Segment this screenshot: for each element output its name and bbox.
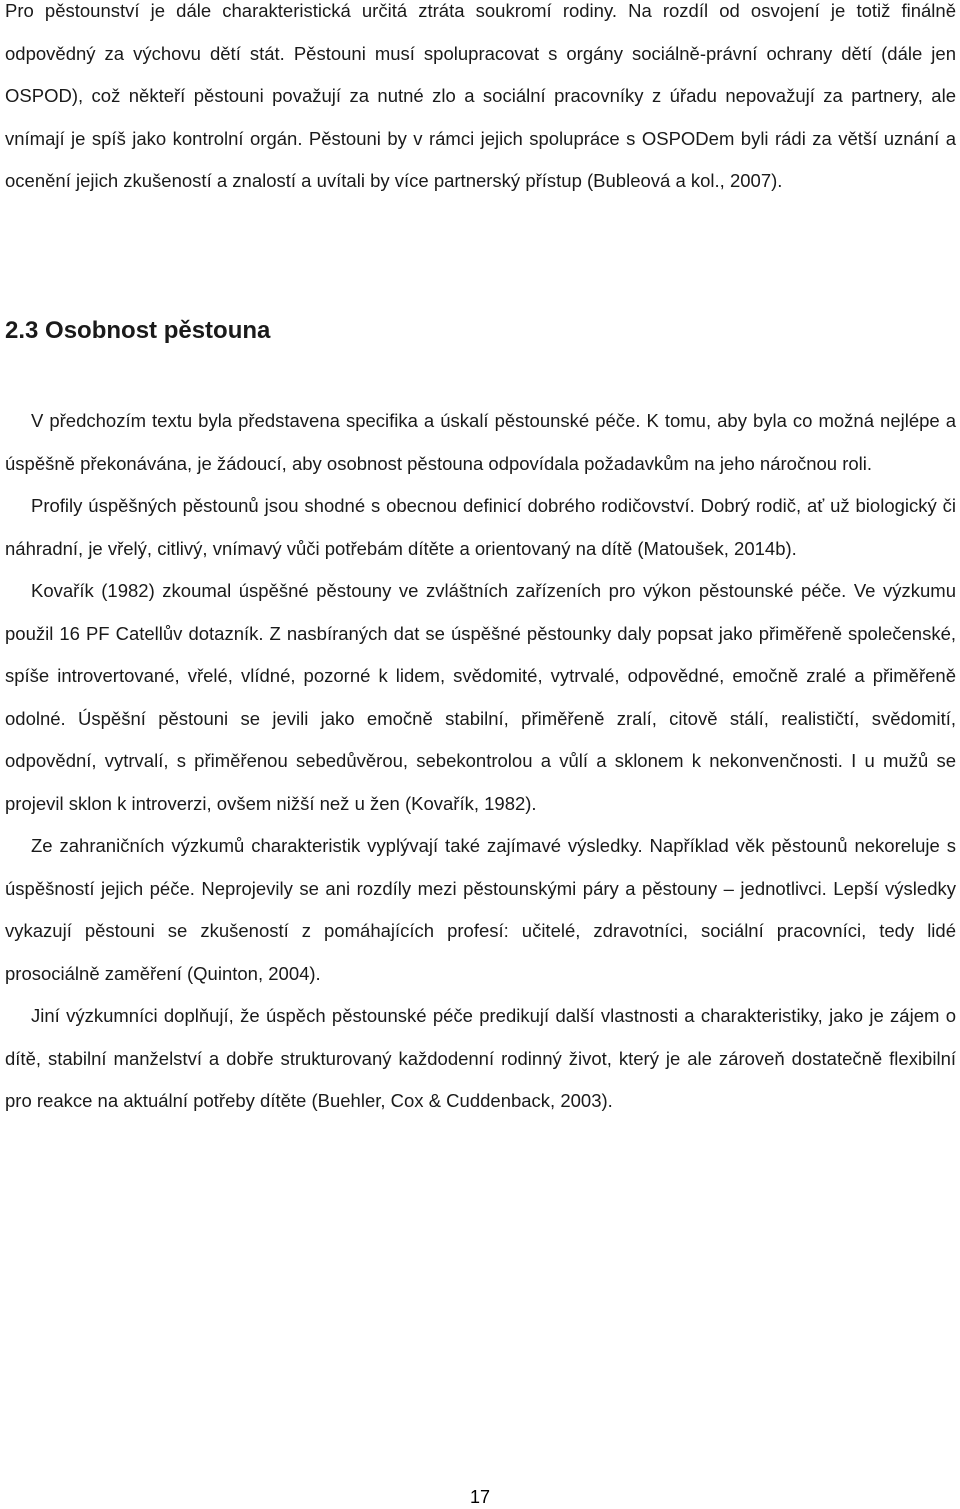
page-number: 17 [469, 1487, 491, 1507]
paragraph-intro-specifics: V předchozím textu byla představena specifika a úskalí pěstounské péče. K tomu, aby byla co možná nejlépe a úspěšně překonávána, je žádoucí, aby osobnost pěstouna odpovídala požadavkům na jeho náročnou roli. [5, 410, 956, 474]
paragraph-good-parenting: Profily úspěšných pěstounů jsou shodné s obecnou definicí dobrého rodičovství. Dobrý rodič, ať už biologický či náhradní, je vřelý, citlivý, vnímavý vůči potřebám dítěte a orientovaný na dítě (Matoušek, 2014b). [5, 495, 956, 559]
paragraph-foreign-research: Ze zahraničních výzkumů charakteristik vyplývají také zajímavé výsledky. Například věk pěstounů nekoreluje s úspěšností jejich péče. Neprojevily se ani rozdíly mezi pěstounskými páry a pěstouny – jednotlivci. Lepší výsledky vykazují pěstouni se zkušeností z pomáhajících profesí: učitelé, zdravotníci, sociální pracovníci, tedy lidé prosociálně zaměření (Quinton, 2004). [5, 835, 956, 984]
section-heading: 2.3 Osobnost pěstouna [5, 317, 271, 344]
paragraph-other-researchers: Jiní výzkumníci doplňují, že úspěch pěstounské péče predikují další vlastnosti a charakteristiky, jako je zájem o dítě, stabilní manželství a dobře strukturovaný každodenní rodinný život, který je ale zároveň dostatečně flexibilní pro reakce na aktuální potřeby dítěte (Buehler, Cox & Cuddenback, 2003). [5, 1005, 956, 1111]
section-body [5, 400, 956, 1123]
paragraph-kovarik-research: Kovařík (1982) zkoumal úspěšné pěstouny ve zvláštních zařízeních pro výkon pěstounské péče. Ve výzkumu použil 16 PF Catellův dotazník. Z nasbíraných dat se úspěšné pěstounky daly popsat jako přiměřeně společenské, spíše introvertované, vřelé, vlídné, pozorné k lidem, svědomité, vytrvalé, odpovědné, emočně zralé a přiměřeně odolné. Úspěšní pěstouni se jevili jako emočně stabilní, přiměřeně zralí, citově stálí, realističtí, svědomití, odpovědní, vytrvalí, s přiměřenou sebedůvěrou, sebekontrolou a vůlí a sklonem k nekonvenčnosti. I u mužů se projevil sklon k introverzi, ovšem nižší než u žen (Kovařík, 1982). [5, 580, 956, 814]
intro-paragraph: Pro pěstounství je dále charakteristická určitá ztráta soukromí rodiny. Na rozdíl od osvojení je totiž finálně odpovědný za výchovu dětí stát. Pěstouni musí spolupracovat s orgány sociálně-právní ochrany dětí (dále jen OSPOD), což někteří pěstouni považují za nutné zlo a sociální pracovníky z úřadu nepovažují za partnery, ale vnímají je spíš jako kontrolní orgán. Pěstouni by v rámci jejich spolupráce s OSPODem byli rádi za větší uznání a ocenění jejich zkušeností a znalostí a uvítali by více partnerský přístup (Bubleová a kol., 2007). [5, 0, 956, 191]
